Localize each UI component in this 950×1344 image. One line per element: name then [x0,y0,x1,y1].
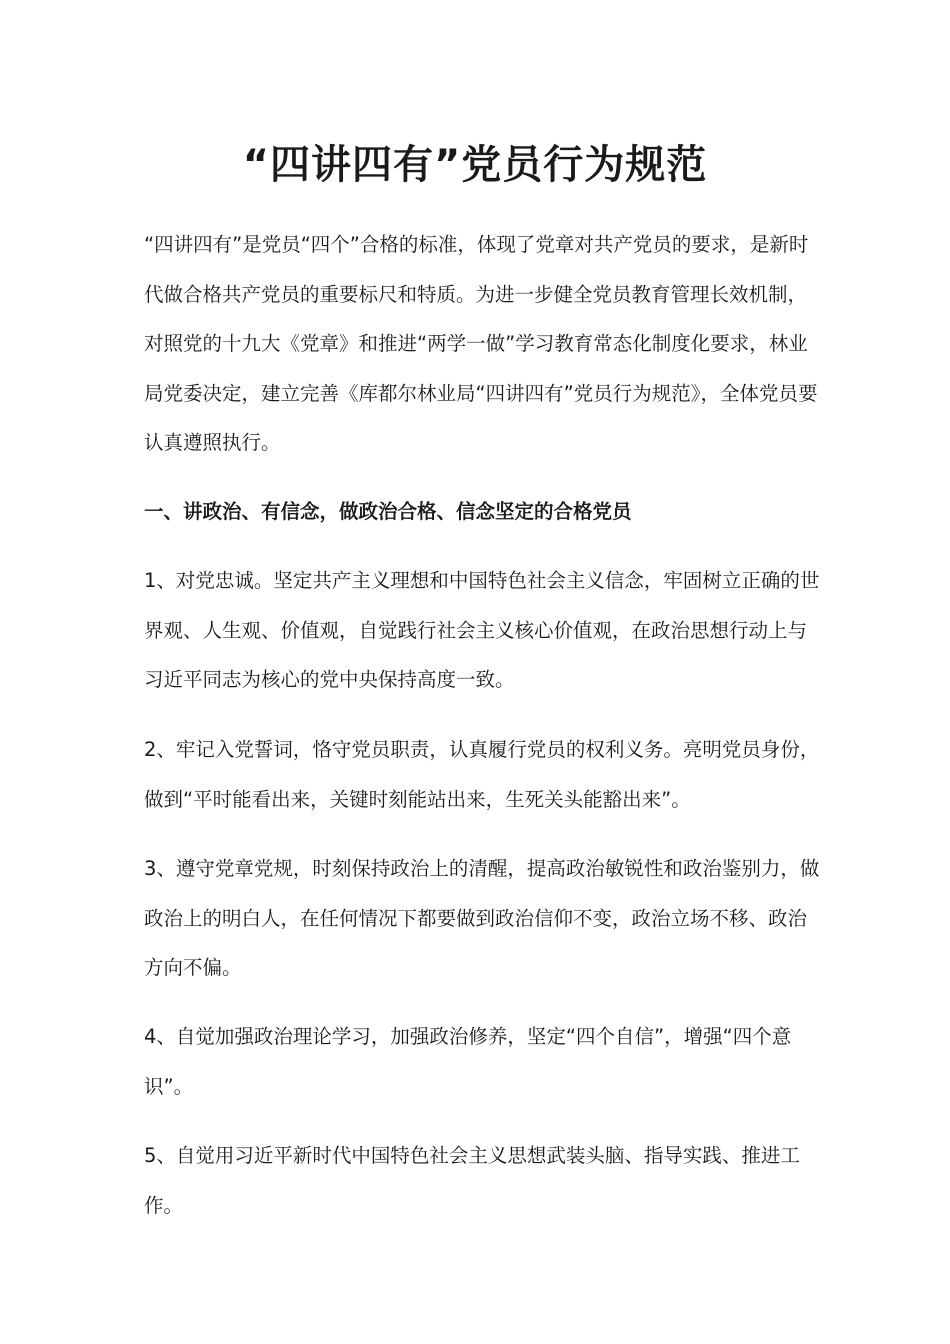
intro-paragraph: “四讲四有”是党员“四个”合格的标准，体现了党章对共产党员的要求，是新时代做合格共产党员的重要标尺和特质。为进一步健全党员教育管理长效机制，对照党的十九大《党章》和推进“两学一做”学习教育常态化制度化要求，林业局党委决定，建立完善《库都尔林业局“四讲四有”党员行为规范》，全体党员要认真遵照执行。 [144,233,818,454]
list-item-2: 2、牢记入党誓词，恪守党员职责，认真履行党员的权利义务。亮明党员身份，做到“平时能看出来，关键时刻能站出来，生死关头能豁出来”。 [144,738,820,811]
list-item-1: 1、对党忠诚。坚定共产主义理想和中国特色社会主义信念，牢固树立正确的世界观、人生观、价值观，自觉践行社会主义核心价值观，在政治思想行动上与习近平同志为核心的党中央保持高度一致。 [144,569,820,691]
list-item-3: 3、遵守党章党规，时刻保持政治上的清醒，提高政治敏锐性和政治鉴别力，做政治上的明白人，在任何情况下都要做到政治信仰不变，政治立场不移、政治方向不偏。 [144,857,820,979]
list-item-4: 4、自觉加强政治理论学习，加强政治修养，坚定“四个自信”，增强“四个意识”。 [144,1025,792,1098]
section-heading-1: 一、讲政治、有信念，做政治合格、信念坚定的合格党员 [144,500,632,523]
document-title: “四讲四有”党员行为规范 [242,142,708,188]
list-item-5: 5、自觉用习近平新时代中国特色社会主义思想武装头脑、指导实践、推进工作。 [144,1144,800,1217]
